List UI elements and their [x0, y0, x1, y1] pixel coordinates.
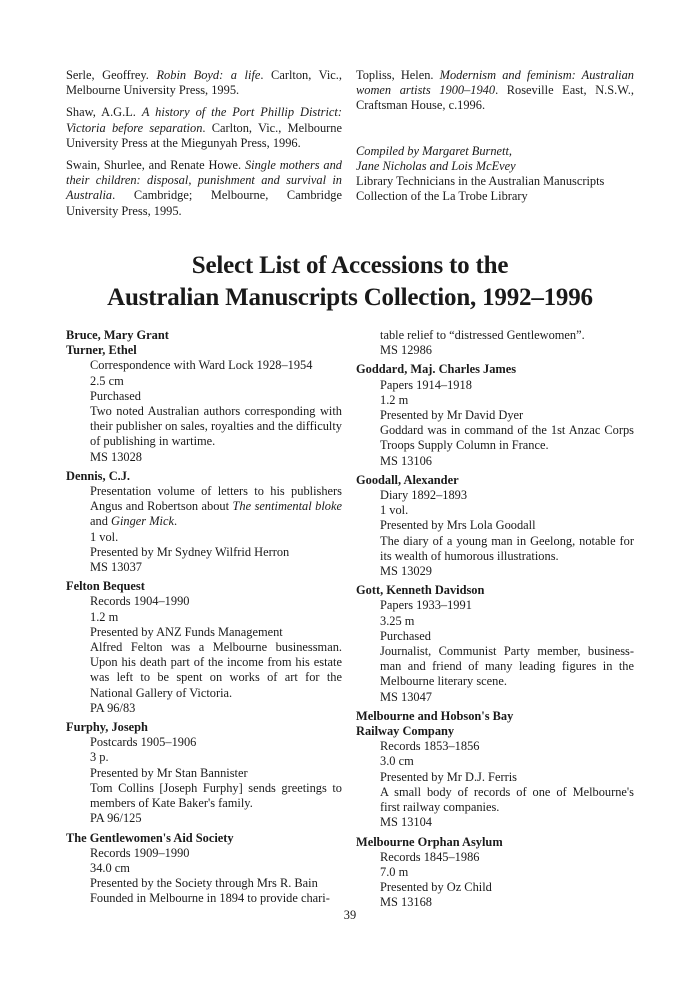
entry-line: Presented by ANZ Funds Management: [90, 624, 283, 639]
entry-name: Melbourne and Hobson's Bay: [356, 708, 514, 723]
entry-description: Two noted Australian authors corresponding with their publisher on sales, royalties and the difficulty of publishing in wartime.: [90, 404, 342, 449]
entry-line: Presented by the Society through Mrs R. Bain: [90, 876, 318, 891]
bib-entry: Serle, Geoffrey. Robin Boyd: a life. Carlton, Vic., Melbourne University Press, 1995.: [66, 68, 342, 98]
accessions-right: [356, 328, 634, 915]
entry-line: 2.5 cm: [90, 373, 124, 388]
entry-description: Goddard was in command of the 1st Anzac Corps Troops Supply Column in France.: [380, 423, 634, 453]
entry-reference: MS 13168: [380, 895, 432, 910]
entry-reference: MS 13029: [380, 564, 432, 579]
entry-line: 3.25 m: [380, 613, 415, 628]
entry-line: 1 vol.: [380, 503, 409, 518]
entry-line: 1 vol.: [90, 529, 119, 544]
entry-line: Correspondence with Ward Lock 1928–1954: [90, 358, 313, 373]
entry-line: Diary 1892–1893: [380, 488, 468, 503]
accession-entry: [66, 469, 342, 575]
entry-reference: MS 13047: [380, 689, 432, 704]
entry-name: Goddard, Maj. Charles James: [356, 362, 517, 377]
section-heading: [40, 250, 660, 314]
entry-line: 7.0 m: [380, 864, 409, 879]
entry-line: Papers 1933–1991: [380, 598, 472, 613]
bibliography-left: [66, 68, 342, 226]
entry-line: Presented by Mr Sydney Wilfrid Herron: [90, 544, 290, 559]
accession-entry: [356, 362, 634, 468]
entry-line: Purchased: [380, 628, 431, 643]
bib-entry: Swain, Shurlee, and Renate Howe. Single mothers and their children: disposal, punishment and survival in Australia. Cambridge; Melbourne, Cambridge University Press, 1995.: [66, 158, 342, 218]
entry-description: Journalist, Communist Party member, business-man and friend of many leading figures in the Melbourne literary scene.: [380, 644, 634, 689]
entry-description: The diary of a young man in Geelong, notable for its wealth of humorous illustrations.: [380, 533, 634, 563]
bibliography-right: [356, 68, 634, 204]
entry-line: 34.0 cm: [90, 860, 130, 875]
accession-entry: [356, 835, 634, 911]
entry-line: Postcards 1905–1906: [90, 735, 197, 750]
entry-line: 3.0 cm: [380, 754, 414, 769]
entry-line: Presented by Oz Child: [380, 880, 492, 895]
accession-entry: [356, 709, 634, 831]
entry-line: 3 p.: [90, 750, 109, 765]
entry-reference: PA 96/125: [90, 811, 142, 826]
entry-line: Presented by Mrs Lola Goodall: [380, 518, 536, 533]
entry-description: Founded in Melbourne in 1894 to provide chari-: [90, 891, 330, 906]
entry-name: Turner, Ethel: [66, 343, 137, 358]
entry-description: table relief to “distressed Gentlewomen”.: [380, 328, 585, 342]
entry-reference: MS 13106: [380, 453, 432, 468]
entry-line: Presented by Mr David Dyer: [380, 408, 524, 423]
accessions-left: [66, 328, 342, 911]
entry-line: Papers 1914–1918: [380, 377, 472, 392]
entry-reference: MS 13028: [90, 449, 142, 464]
accession-entry: [66, 328, 342, 465]
accession-entry: [356, 473, 634, 579]
accession-entry: [66, 720, 342, 826]
accession-entry: [66, 831, 342, 907]
entry-reference: PA 96/83: [90, 700, 136, 715]
accession-entry: [356, 328, 634, 358]
entry-name: The Gentlewomen's Aid Society: [66, 830, 234, 845]
entry-reference: MS 12986: [380, 343, 432, 358]
entry-line: Presented by Mr D.J. Ferris: [380, 769, 517, 784]
entry-line: 1.2 m: [90, 609, 119, 624]
entry-name: Felton Bequest: [66, 579, 145, 594]
accession-entry: [356, 583, 634, 705]
entry-line: Records 1853–1856: [380, 739, 480, 754]
entry-name: Goodall, Alexander: [356, 472, 459, 487]
credit-line: Library Technicians in the Australian Manuscripts: [356, 174, 605, 189]
entry-description: Alfred Felton was a Melbourne businessman. Upon his death part of the income from his estate was left to be spent on works of art for the National Gallery of Victoria.: [90, 640, 342, 700]
bib-entry: Shaw, A.G.L. A history of the Port Phillip District: Victoria before separation. Carlton, Vic., Melbourne University Press at the Miegunyah Press, 1996.: [66, 105, 342, 150]
entry-name: Melbourne Orphan Asylum: [356, 834, 503, 849]
entry-name: Furphy, Joseph: [66, 720, 148, 735]
entry-description: Tom Collins [Joseph Furphy] sends greetings to members of Kate Baker's family.: [90, 780, 342, 811]
entry-reference: MS 13037: [90, 560, 142, 575]
heading-line: Australian Manuscripts Collection, 1992–1996: [107, 284, 593, 311]
credit-line: Jane Nicholas and Lois McEvey: [356, 158, 516, 173]
credit-line: Compiled by Margaret Burnett,: [356, 143, 513, 158]
credit-line: Collection of the La Trobe Library: [356, 189, 528, 204]
heading-line: Select List of Accessions to the: [191, 252, 509, 279]
entry-line: 1.2 m: [380, 392, 409, 407]
entry-line: Presented by Mr Stan Bannister: [90, 765, 248, 780]
entry-name: Dennis, C.J.: [66, 468, 131, 483]
entry-description: Presentation volume of letters to his publishers Angus and Robertson about The sentimental bloke and Ginger Mick.: [90, 484, 342, 529]
entry-line: Records 1845–1986: [380, 849, 480, 864]
compiler-credit: [356, 144, 634, 205]
entry-description: A small body of records of one of Melbourne's first railway companies.: [380, 784, 634, 815]
bib-entry: Topliss, Helen. Modernism and feminism: Australian women artists 1900–1940. Roseville East, N.S.W., Craftsman House, c.1996.: [356, 68, 634, 113]
entry-reference: MS 13104: [380, 815, 432, 830]
entry-line: Records 1904–1990: [90, 594, 190, 609]
entry-name: Gott, Kenneth Davidson: [356, 583, 485, 598]
accession-entry: [66, 579, 342, 716]
entry-name: Bruce, Mary Grant: [66, 328, 169, 342]
page-number: 39: [343, 908, 357, 922]
entry-line: Records 1909–1990: [90, 845, 190, 860]
entry-line: Purchased: [90, 388, 141, 403]
entry-name: Railway Company: [356, 724, 455, 739]
